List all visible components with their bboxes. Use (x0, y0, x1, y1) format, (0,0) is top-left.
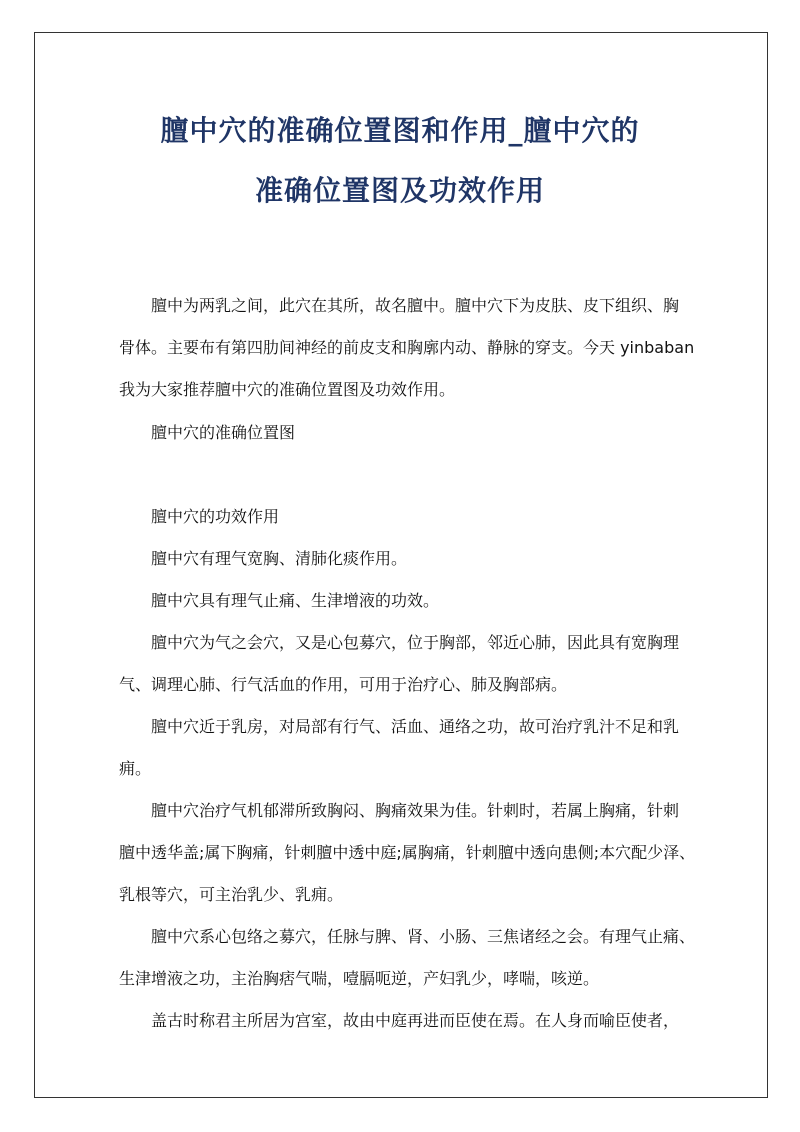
paragraph-line: 乳根等穴，可主治乳少、乳痈。 (119, 885, 344, 904)
section-heading-effects: 膻中穴的功效作用 (119, 507, 280, 526)
document-title-line-1: 膻中穴的准确位置图和作用_膻中穴的 (160, 114, 640, 147)
section-heading-location: 膻中穴的准确位置图 (119, 423, 296, 442)
paragraph-line: 膻中穴具有理气止痛、生津增液的功效。 (119, 591, 440, 610)
paragraph-line: 膻中穴治疗气机郁滞所致胸闷、胸痛效果为佳。针刺时，若属上胸痛，针刺 (119, 801, 680, 820)
paragraph-line: 盖古时称君主所居为宫室，故由中庭再进而臣使在焉。在人身而喻臣使者， (119, 1011, 680, 1030)
paragraph-line: 骨体。主要布有第四肋间神经的前皮支和胸廓内动、静脉的穿支。今天 yinbaban (119, 338, 695, 357)
paragraph-line: 膻中为两乳之间，此穴在其所，故名膻中。膻中穴下为皮肤、皮下组织、胸 (119, 296, 680, 315)
paragraph-line: 膻中穴为气之会穴，又是心包募穴，位于胸部，邻近心肺，因此具有宽胸理 (119, 633, 680, 652)
paragraph-line: 我为大家推荐膻中穴的准确位置图及功效作用。 (119, 380, 456, 399)
paragraph-line: 膻中穴有理气宽胸、清肺化痰作用。 (119, 549, 408, 568)
paragraph-line: 膻中穴系心包络之募穴，任脉与脾、肾、小肠、三焦诸经之会。有理气止痛、 (119, 927, 696, 946)
document-title-line-2: 准确位置图及功效作用 (254, 174, 545, 207)
paragraph-line: 膻中透华盖;属下胸痛，针刺膻中透中庭;属胸痛，针刺膻中透向患侧;本穴配少泽、 (119, 843, 696, 862)
paragraph-line: 膻中穴近于乳房，对局部有行气、活血、通络之功，故可治疗乳汁不足和乳 (119, 717, 680, 736)
paragraph-line: 气、调理心肺、行气活血的作用，可用于治疗心、肺及胸部病。 (119, 675, 568, 694)
paragraph-line: 生津增液之功，主治胸痞气喘，噎膈呃逆，产妇乳少，哮喘，咳逆。 (119, 969, 600, 988)
paragraph-line: 痈。 (119, 759, 152, 778)
